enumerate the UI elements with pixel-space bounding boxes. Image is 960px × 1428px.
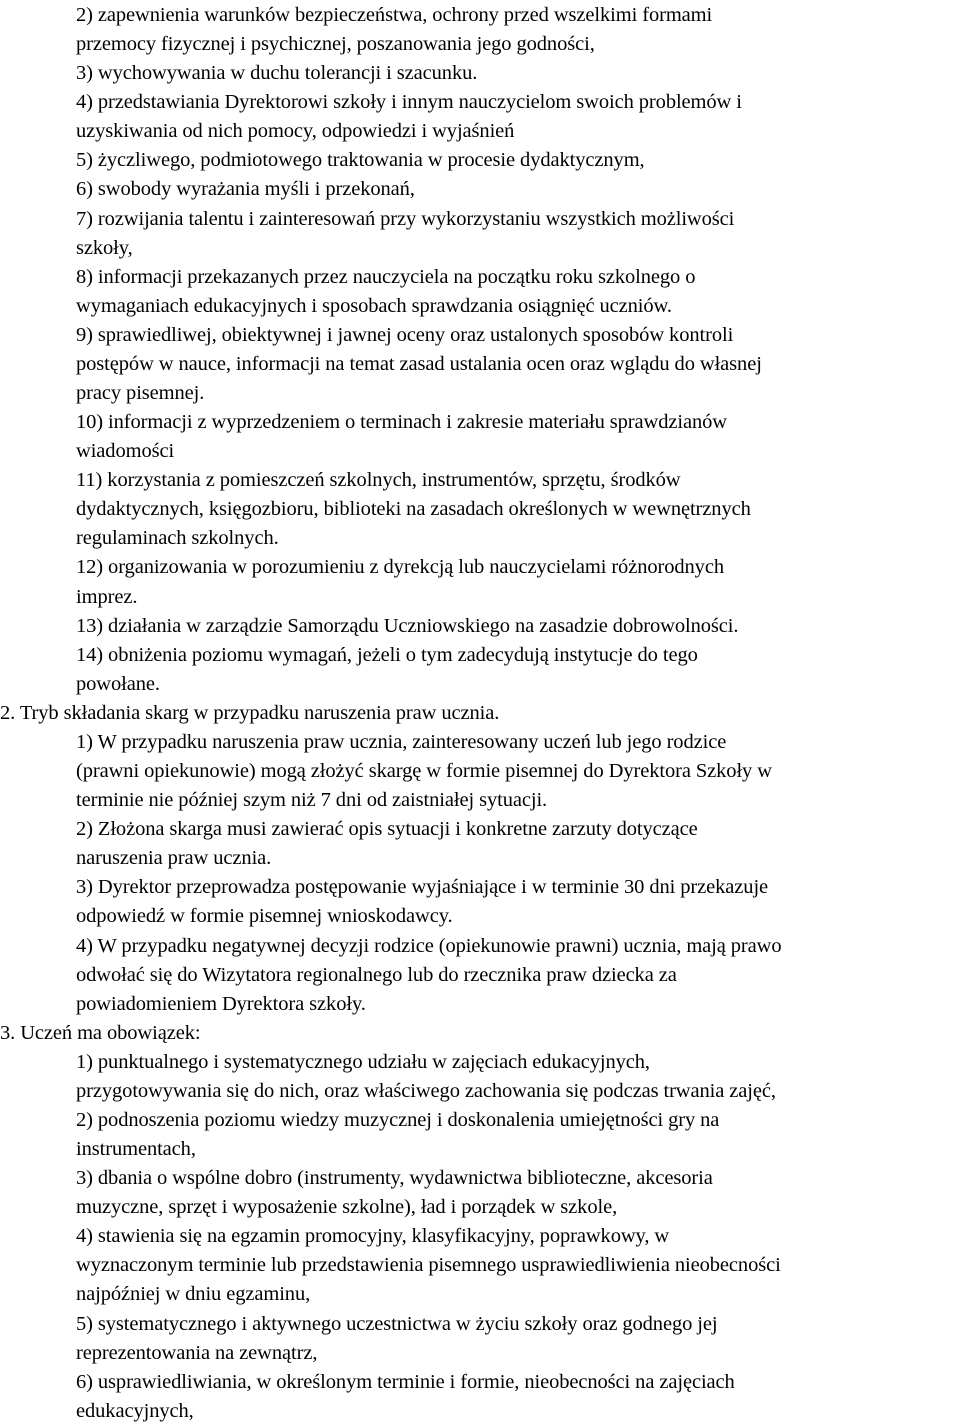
list-item-line: 2) podnoszenia poziomu wiedzy muzycznej i doskonalenia umiejętności gry na xyxy=(76,1108,720,1131)
list-item-line: 12) organizowania w porozumieniu z dyrekcją lub nauczycielami różnorodnych xyxy=(76,556,724,579)
list-item-line: 5) systematycznego i aktywnego uczestnictwa w życiu szkoły oraz godnego jej xyxy=(76,1312,718,1335)
list-item-line: 10) informacji z wyprzedzeniem o terminach i zakresie materiału sprawdzianów xyxy=(76,411,727,434)
list-item-line: 7) rozwijania talentu i zainteresowań przy wykorzystaniu wszystkich możliwości xyxy=(76,207,735,230)
list-item-line: powołane. xyxy=(76,672,160,695)
list-item-line: wymaganiach edukacyjnych i sposobach sprawdzania osiągnięć uczniów. xyxy=(76,294,672,317)
list-item-line: najpóźniej w dniu egzaminu, xyxy=(76,1283,311,1306)
list-item-line: 3) wychowywania w duchu tolerancji i szacunku. xyxy=(76,62,478,85)
list-item-line: (prawni opiekunowie) mogą złożyć skargę w formie pisemnej do Dyrektora Szkoły w xyxy=(76,760,772,783)
list-item-line: instrumentach, xyxy=(76,1138,196,1161)
list-item-line: 4) przedstawiania Dyrektorowi szkoły i innym nauczycielom swoich problemów i xyxy=(76,91,742,114)
list-item-line: uzyskiwania od nich pomocy, odpowiedzi i wyjaśnień xyxy=(76,120,515,143)
document-body xyxy=(0,1,960,1426)
list-item-line: szkoły, xyxy=(76,236,133,259)
list-item-line: pracy pisemnej. xyxy=(76,382,205,405)
section-heading-line: 3. Uczeń ma obowiązek: xyxy=(0,1021,201,1044)
list-item-line: 6) swobody wyrażania myśli i przekonań, xyxy=(76,178,415,201)
list-item-line: przemocy fizycznej i psychicznej, poszanowania jego godności, xyxy=(76,33,595,56)
section-heading-line: 2. Tryb składania skarg w przypadku naruszenia praw ucznia. xyxy=(0,701,500,724)
list-item-line: postępów w nauce, informacji na temat zasad ustalania ocen oraz wglądu do własnej xyxy=(76,352,762,375)
list-item-line: 1) W przypadku naruszenia praw ucznia, zainteresowany uczeń lub jego rodzice xyxy=(76,730,727,753)
list-item-line: 2) zapewnienia warunków bezpieczeństwa, ochrony przed wszelkimi formami xyxy=(76,4,713,26)
list-item-line: dydaktycznych, księgozbioru, biblioteki na zasadach określonych w wewnętrznych xyxy=(76,498,751,521)
list-item-line: wyznaczonym terminie lub przedstawienia pisemnego usprawiedliwienia nieobecności xyxy=(76,1254,781,1277)
list-item-line: 14) obniżenia poziomu wymagań, jeżeli o tym zadecydują instytucje do tego xyxy=(76,643,698,666)
list-item-line: naruszenia praw ucznia. xyxy=(76,847,272,870)
list-item-line: 3) dbania o wspólne dobro (instrumenty, wydawnictwa biblioteczne, akcesoria xyxy=(76,1167,713,1190)
list-item-line: przygotowywania się do nich, oraz właściwego zachowania się podczas trwania zajęć, xyxy=(76,1079,776,1102)
list-item-line: 11) korzystania z pomieszczeń szkolnych, instrumentów, sprzętu, środków xyxy=(76,469,681,492)
list-item-line: muzyczne, sprzęt i wyposażenie szkolne), ład i porządek w szkole, xyxy=(76,1196,618,1219)
list-item-line: powiadomieniem Dyrektora szkoły. xyxy=(76,992,366,1015)
list-item-line: 5) życzliwego, podmiotowego traktowania w procesie dydaktycznym, xyxy=(76,149,645,172)
list-item-line: reprezentowania na zewnątrz, xyxy=(76,1341,318,1364)
list-item-line: 6) usprawiedliwiania, w określonym terminie i formie, nieobecności na zajęciach xyxy=(76,1370,735,1393)
list-item-line: 4) W przypadku negatywnej decyzji rodzice (opiekunowie prawni) ucznia, mają prawo xyxy=(76,934,782,957)
list-item-line: edukacyjnych, xyxy=(76,1399,194,1422)
list-item-line: wiadomości xyxy=(76,440,175,463)
list-item-line: 4) stawienia się na egzamin promocyjny, klasyfikacyjny, poprawkowy, w xyxy=(76,1225,670,1248)
list-item-line: 8) informacji przekazanych przez nauczyciela na początku roku szkolnego o xyxy=(76,265,696,288)
list-item-line: 1) punktualnego i systematycznego udziału w zajęciach edukacyjnych, xyxy=(76,1050,650,1073)
list-item-line: 3) Dyrektor przeprowadza postępowanie wyjaśniające i w terminie 30 dni przekazuje xyxy=(76,876,769,899)
list-item-line: 2) Złożona skarga musi zawierać opis sytuacji i konkretne zarzuty dotyczące xyxy=(76,818,698,841)
list-item-line: regulaminach szkolnych. xyxy=(76,527,279,550)
list-item-line: odpowiedź w formie pisemnej wnioskodawcy. xyxy=(76,905,453,928)
list-item-line: 9) sprawiedliwej, obiektywnej i jawnej oceny oraz ustalonych sposobów kontroli xyxy=(76,323,734,346)
list-item-line: odwołać się do Wizytatora regionalnego lub do rzecznika praw dziecka za xyxy=(76,963,677,986)
list-item-line: imprez. xyxy=(76,585,138,608)
list-item-line: 13) działania w zarządzie Samorządu Uczniowskiego na zasadzie dobrowolności. xyxy=(76,614,739,637)
list-item-line: terminie nie później szym niż 7 dni od zaistniałej sytuacji. xyxy=(76,789,548,812)
